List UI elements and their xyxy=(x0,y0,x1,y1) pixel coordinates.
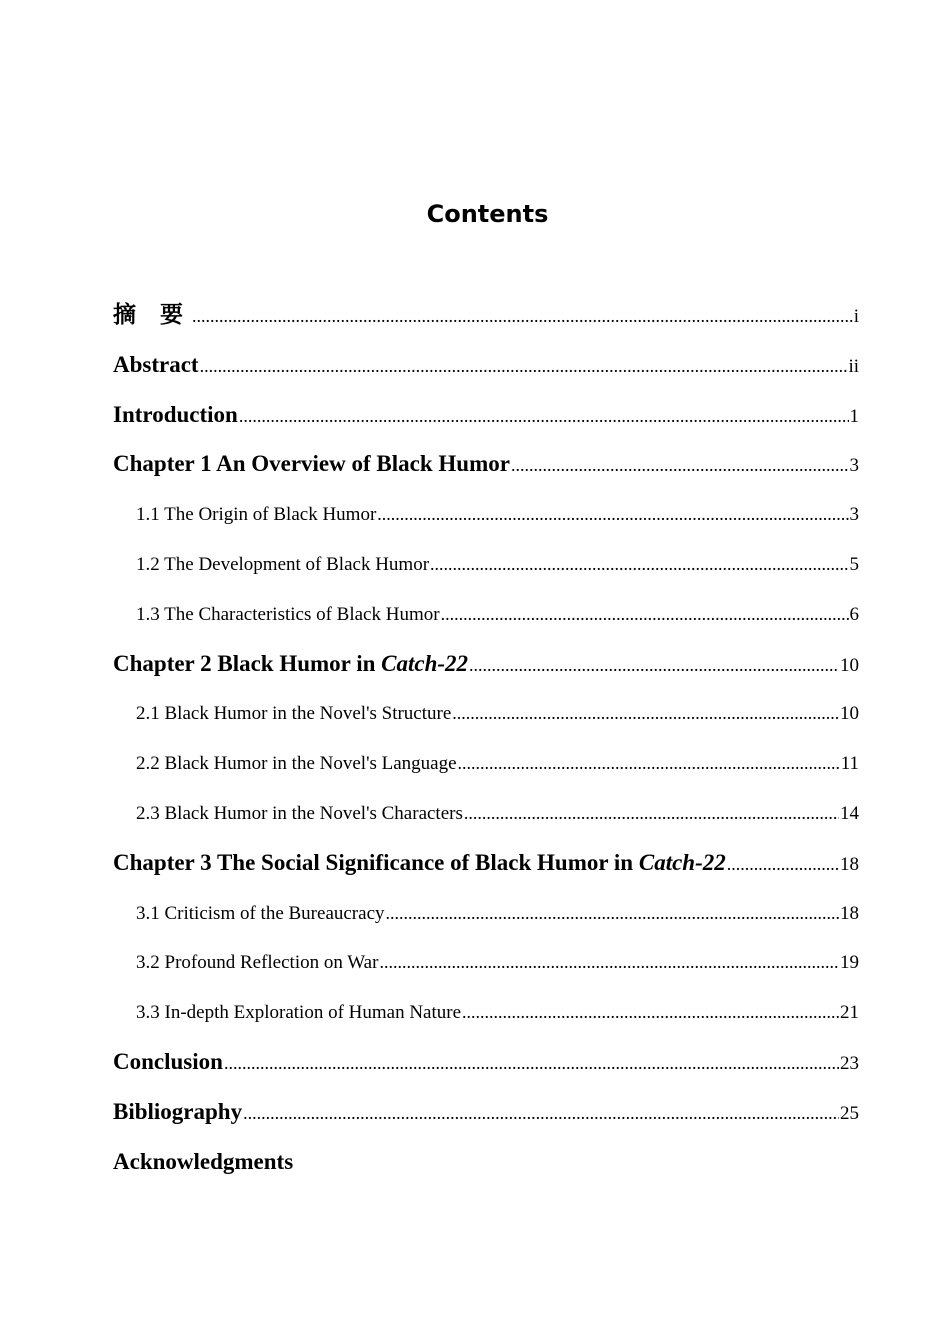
toc-entry-label-text: Chapter 2 Black Humor in xyxy=(113,650,382,676)
toc-entry-label: Abstract xyxy=(113,351,199,377)
dot-leader xyxy=(239,395,849,437)
toc-entry-chapter-2[interactable] xyxy=(113,643,859,693)
toc-entry-page: 14 xyxy=(840,802,859,824)
toc-entry-introduction[interactable] xyxy=(113,394,859,444)
toc-entry-section-2-2[interactable] xyxy=(113,742,859,792)
toc-entry-page: 5 xyxy=(849,553,859,575)
toc-entry-label: 3.3 In-depth Exploration of Human Nature xyxy=(136,1002,462,1024)
toc-entry-page: 3 xyxy=(849,504,859,526)
toc-entry-label: Bibliography xyxy=(113,1098,243,1124)
toc-entry-conclusion[interactable] xyxy=(113,1041,859,1091)
toc-entry-label: 2.1 Black Humor in the Novel's Structure xyxy=(136,703,452,725)
toc-entry-section-3-3[interactable] xyxy=(113,991,859,1041)
toc-entry-label-text: Chapter 3 The Social Significance of Black Humor in xyxy=(113,849,639,875)
toc-entry-label: 1.2 The Development of Black Humor xyxy=(136,553,430,575)
toc-entry-chapter-3[interactable] xyxy=(113,842,859,892)
toc-entry-acknowledgments[interactable] xyxy=(113,1141,859,1191)
toc-entry-label: 2.2 Black Humor in the Novel's Language xyxy=(136,753,457,775)
toc-entry-label: 1.1 The Origin of Black Humor xyxy=(136,504,377,526)
table-of-contents xyxy=(113,294,859,1190)
dot-leader xyxy=(469,644,839,686)
toc-entry-page: 10 xyxy=(840,703,859,725)
dot-leader xyxy=(243,1092,839,1134)
toc-entry-page: 11 xyxy=(840,753,859,775)
toc-entry-label: Introduction xyxy=(113,401,238,427)
toc-entry-page: 19 xyxy=(840,952,859,974)
dot-leader xyxy=(441,593,849,635)
toc-entry-page: i xyxy=(853,306,859,327)
toc-entry-section-1-2[interactable] xyxy=(113,543,859,593)
toc-entry-abstract[interactable] xyxy=(113,344,859,394)
toc-entry-section-1-1[interactable] xyxy=(113,493,859,543)
toc-entry-label: 3.1 Criticism of the Bureaucracy xyxy=(136,902,385,924)
toc-entry-page: ii xyxy=(848,355,859,377)
dot-leader xyxy=(200,345,848,387)
dot-leader xyxy=(379,941,839,983)
dot-leader xyxy=(430,543,848,585)
toc-entry-abstract-chinese[interactable] xyxy=(113,294,859,344)
toc-entry-section-3-2[interactable] xyxy=(113,941,859,991)
toc-entry-label xyxy=(113,842,726,884)
toc-entry-section-1-3[interactable] xyxy=(113,593,859,643)
toc-entry-bibliography[interactable] xyxy=(113,1091,859,1141)
toc-entry-label: 3.2 Profound Reflection on War xyxy=(136,952,379,974)
toc-entry-page: 18 xyxy=(840,853,859,875)
toc-entry-page: 18 xyxy=(840,902,859,924)
toc-entry-label: 2.3 Black Humor in the Novel's Characters xyxy=(136,802,463,824)
toc-entry-label xyxy=(113,643,468,685)
toc-entry-chapter-1[interactable] xyxy=(113,443,859,493)
toc-entry-page: 23 xyxy=(840,1052,859,1074)
toc-entry-label: Conclusion xyxy=(113,1048,223,1074)
dot-leader xyxy=(192,295,853,337)
dot-leader xyxy=(458,742,840,784)
toc-entry-section-2-1[interactable] xyxy=(113,692,859,742)
dot-leader xyxy=(452,692,839,734)
toc-entry-label: Chapter 1 An Overview of Black Humor xyxy=(113,451,510,477)
toc-entry-label-title: Catch-22 xyxy=(381,650,469,676)
toc-entry-page: 10 xyxy=(840,654,859,676)
toc-entry-page: 21 xyxy=(840,1002,859,1024)
toc-entry-section-2-3[interactable] xyxy=(113,792,859,842)
toc-entry-page: 6 xyxy=(849,603,859,625)
dot-leader xyxy=(511,444,849,486)
toc-entry-label: Acknowledgments xyxy=(113,1148,294,1174)
dot-leader xyxy=(377,493,848,535)
toc-entry-label-title: Catch-22 xyxy=(638,849,726,875)
dot-leader xyxy=(462,991,839,1033)
toc-entry-label: 1.3 The Characteristics of Black Humor xyxy=(136,603,440,625)
dot-leader xyxy=(386,892,839,934)
toc-entry-label: 摘 要 xyxy=(113,302,192,328)
toc-entry-page: 3 xyxy=(849,455,859,477)
dot-leader xyxy=(727,843,839,885)
toc-entry-page: 1 xyxy=(849,405,859,427)
page-title: Contents xyxy=(426,200,549,228)
toc-entry-section-3-1[interactable] xyxy=(113,892,859,942)
toc-entry-page: 25 xyxy=(840,1102,859,1124)
dot-leader xyxy=(464,792,839,834)
dot-leader xyxy=(224,1042,839,1084)
